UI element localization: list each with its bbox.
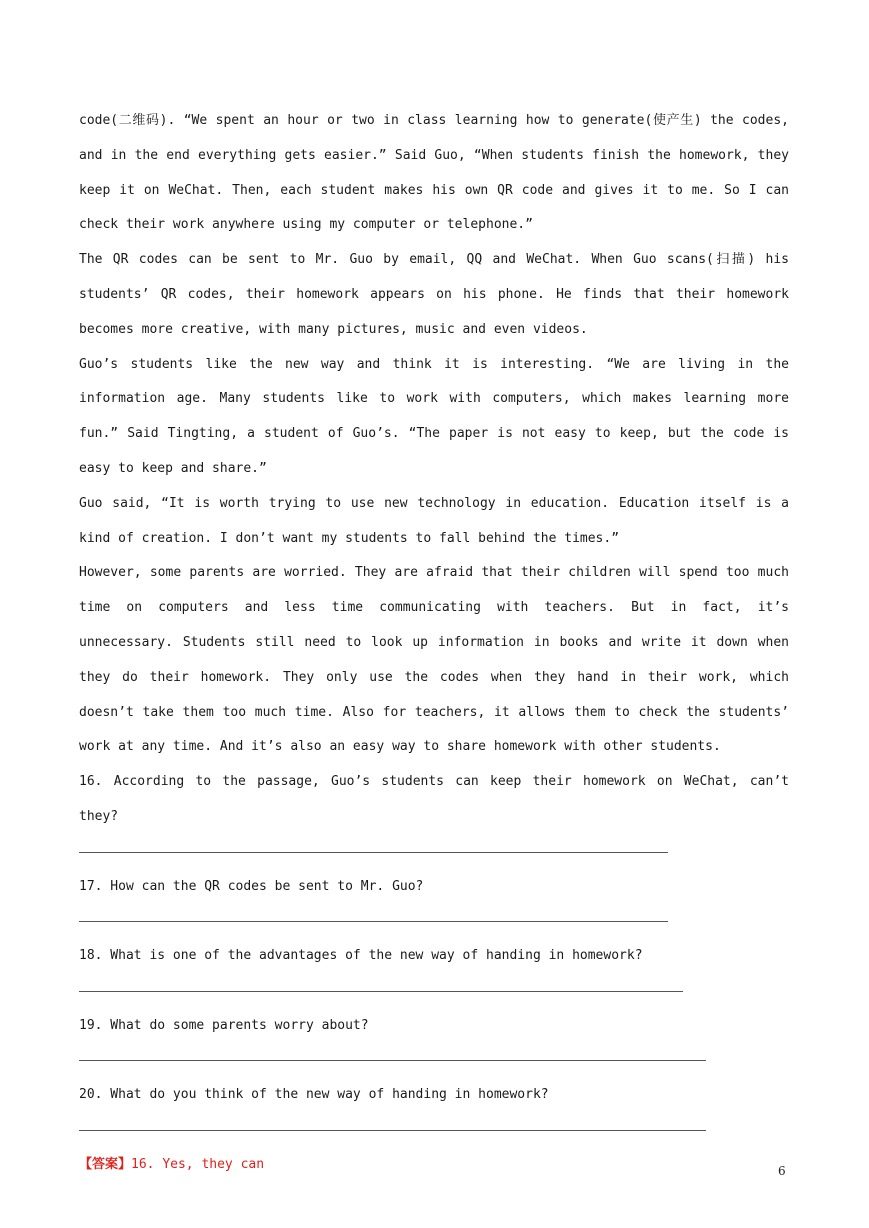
answer-line-19[interactable]	[79, 1044, 789, 1079]
answer-line-17[interactable]	[79, 904, 789, 939]
answer-text: 16. Yes, they can	[131, 1156, 265, 1172]
paragraph-3: Guo’s students like the new way and think it is interesting. “We are living in the information age. Many students like to work with computers, which makes learning more fun.” Said Tingting, a student of Guo’s. “The paper is not easy to keep, but the code is easy to keep and share.”	[79, 356, 789, 476]
question-19: 19. What do some parents worry about?	[79, 1017, 369, 1033]
answer-tag: 【答案】	[79, 1156, 132, 1172]
paragraph-1: code(二维码). “We spent an hour or two in class learning how to generate(使产生) the codes, and in the end everything gets easier.” Said Guo, “When students finish the homework, they keep it on WeChat. Then, each student makes his own QR code and gives it to me. So I can check their work anywhere using my computer or telephone.”	[79, 113, 789, 233]
question-17: 17. How can the QR codes be sent to Mr. Guo?	[79, 878, 424, 894]
question-20: 20. What do you think of the new way of handing in homework?	[79, 1087, 549, 1103]
question-18: 18. What is one of the advantages of the new way of handing in homework?	[79, 948, 643, 964]
answer-line-18[interactable]	[79, 974, 789, 1009]
answer-line-16[interactable]	[79, 835, 789, 870]
question-16: 16. According to the passage, Guo’s students can keep their homework on WeChat, can’t they?	[79, 774, 789, 824]
document-content	[79, 104, 789, 1183]
paragraph-2: The QR codes can be sent to Mr. Guo by email, QQ and WeChat. When Guo scans(扫描) his students’ QR codes, their homework appears on his phone. He finds that their homework becomes more creative, with many pictures, music and even videos.	[79, 252, 789, 337]
paragraph-5: However, some parents are worried. They are afraid that their children will spend too much time on computers and less time communicating with teachers. But in fact, it’s unnecessary. Students still need to look up information in books and write it down when they do their homework. They only use the codes when they hand in their work, which doesn’t take them too much time. Also for teachers, it allows them to check the students’ work at any time. And it’s also an easy way to share homework with other students.	[79, 565, 789, 755]
paragraph-4: Guo said, “It is worth trying to use new technology in education. Education itself is a kind of creation. I don’t want my students to fall behind the times.”	[79, 495, 789, 546]
page-number: 6	[778, 1164, 786, 1178]
answer-line-20[interactable]	[79, 1113, 789, 1148]
answer-section	[79, 1148, 789, 1183]
